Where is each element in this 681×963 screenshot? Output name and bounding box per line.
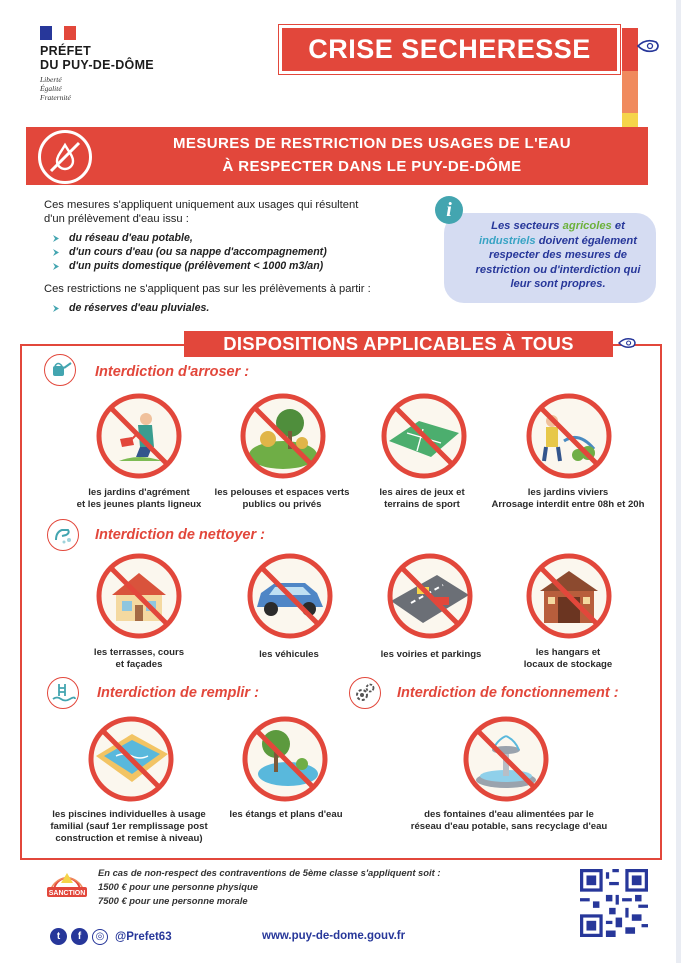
sanction-icon (46, 871, 88, 912)
prefecture-name-1: PRÉFET (40, 44, 92, 58)
pelouses-prohibited-icon (238, 391, 328, 481)
restriction-banner (26, 127, 648, 185)
crise-title-box (279, 25, 620, 74)
piscines-prohibited-icon (86, 714, 176, 804)
caption-etangs: les étangs et plans d'eau (229, 809, 343, 820)
intro-line-1: Ces mesures s'appliquent uniquement aux usages qui résultent (44, 199, 359, 211)
social-links (50, 928, 172, 945)
section-fonctionnement-title: Interdiction de fonctionnement : (397, 685, 619, 701)
sanction-text: En cas de non-respect des contraventions de 5ème classe s'appliquent soit : 1500 € pour une personne physique 7500 € pour une personne morale (98, 867, 441, 906)
caption-piscines: les piscines individuelles à usage familial (sauf 1er remplissage post construction et remise à niveau) (50, 809, 208, 844)
banner-line-2: À RESPECTER DANS LE PUY-DE-DÔME (222, 158, 522, 175)
twitter-handle[interactable]: @Prefet63 (115, 930, 172, 943)
hangars-prohibited-icon (524, 551, 614, 641)
intro-text (44, 198, 424, 315)
prefecture-name-2: DU PUY-DE-DÔME (40, 58, 154, 72)
caption-voiries: les voiries et parkings (380, 649, 482, 660)
caption-aires: les aires de jeux et terrains de sport (379, 487, 465, 510)
etangs-prohibited-icon (240, 714, 330, 804)
list-item: de réserves d'eau pluviales. (52, 301, 424, 315)
intro-line-2: d'un prélèvement d'eau issu : (44, 213, 189, 225)
qr-code[interactable] (580, 869, 648, 937)
list-item: d'un puits domestique (prélèvement < 1000 m3/an) (52, 259, 424, 273)
caption-vehicules: les véhicules (259, 649, 319, 660)
list-item: d'un cours d'eau (ou sa nappe d'accompagnement) (52, 245, 424, 259)
caption-terrasses: les terrasses, cours et façades (93, 647, 185, 670)
jardins-prohibited-icon (94, 391, 184, 481)
chevron-right-icon (52, 262, 61, 271)
caption-hangars: les hangars et locaux de stockage (523, 647, 613, 670)
viviers-prohibited-icon (524, 391, 614, 481)
motto: Liberté Égalité Fraternité (40, 75, 71, 102)
facebook-icon[interactable]: f (71, 928, 88, 945)
banner-line-1: MESURES DE RESTRICTION DES USAGES DE L'EAU (173, 135, 571, 152)
dispositions-title: DISPOSITIONS APPLICABLES À TOUS (184, 331, 613, 357)
svg-text:SANCTION: SANCTION (48, 890, 86, 897)
chevron-right-icon (52, 234, 61, 243)
prefecture-logo (40, 26, 154, 102)
intro-line-3: Ces restrictions ne s'appliquent pas sur les prélèvements à partir : (44, 283, 371, 295)
caption-pelouses: les pelouses et espaces verts publics ou privés (214, 487, 350, 510)
watering-can-icon (44, 354, 76, 386)
marianne-flag-icon (40, 26, 76, 40)
website-link[interactable]: www.puy-de-dome.gouv.fr (262, 930, 406, 942)
chevron-right-icon (52, 304, 61, 313)
info-icon: i (435, 196, 463, 224)
caption-viviers: les jardins viviers Arrosage interdit entre 08h et 20h (491, 487, 645, 510)
list-item: du réseau d'eau potable, (52, 231, 424, 245)
section-arroser-title: Interdiction d'arroser : (95, 364, 250, 380)
pool-ladder-icon (47, 677, 79, 709)
info-text: Les secteurs agricoles et industriels doivent également respecter des mesures de restriction ou d'interdiction qui leur sont propres. (475, 220, 641, 291)
gears-icon (349, 677, 381, 709)
aires-prohibited-icon (379, 391, 469, 481)
chevron-right-icon (52, 248, 61, 257)
info-box (444, 213, 656, 303)
terrasses-prohibited-icon (94, 551, 184, 641)
section-nettoyer-title: Interdiction de nettoyer : (95, 527, 265, 543)
fontaines-prohibited-icon (461, 714, 551, 804)
voiries-prohibited-icon (385, 551, 475, 641)
water-drop-icon (617, 335, 637, 351)
water-drop-icon (636, 36, 660, 56)
section-remplir-title: Interdiction de remplir : (97, 685, 259, 701)
no-water-icon (38, 130, 92, 184)
twitter-icon[interactable]: t (50, 928, 67, 945)
caption-jardins: les jardins d'agrément et les jeunes plants ligneux (76, 487, 202, 510)
crise-title: CRISE SECHERESSE (308, 34, 591, 64)
cleaning-hands-icon (47, 519, 79, 551)
vehicules-prohibited-icon (245, 551, 335, 641)
caption-fontaines: des fontaines d'eau alimentées par le réseau d'eau potable, sans recyclage d'eau (410, 809, 608, 832)
page-edge (676, 0, 681, 963)
instagram-icon[interactable]: ◎ (92, 929, 108, 945)
